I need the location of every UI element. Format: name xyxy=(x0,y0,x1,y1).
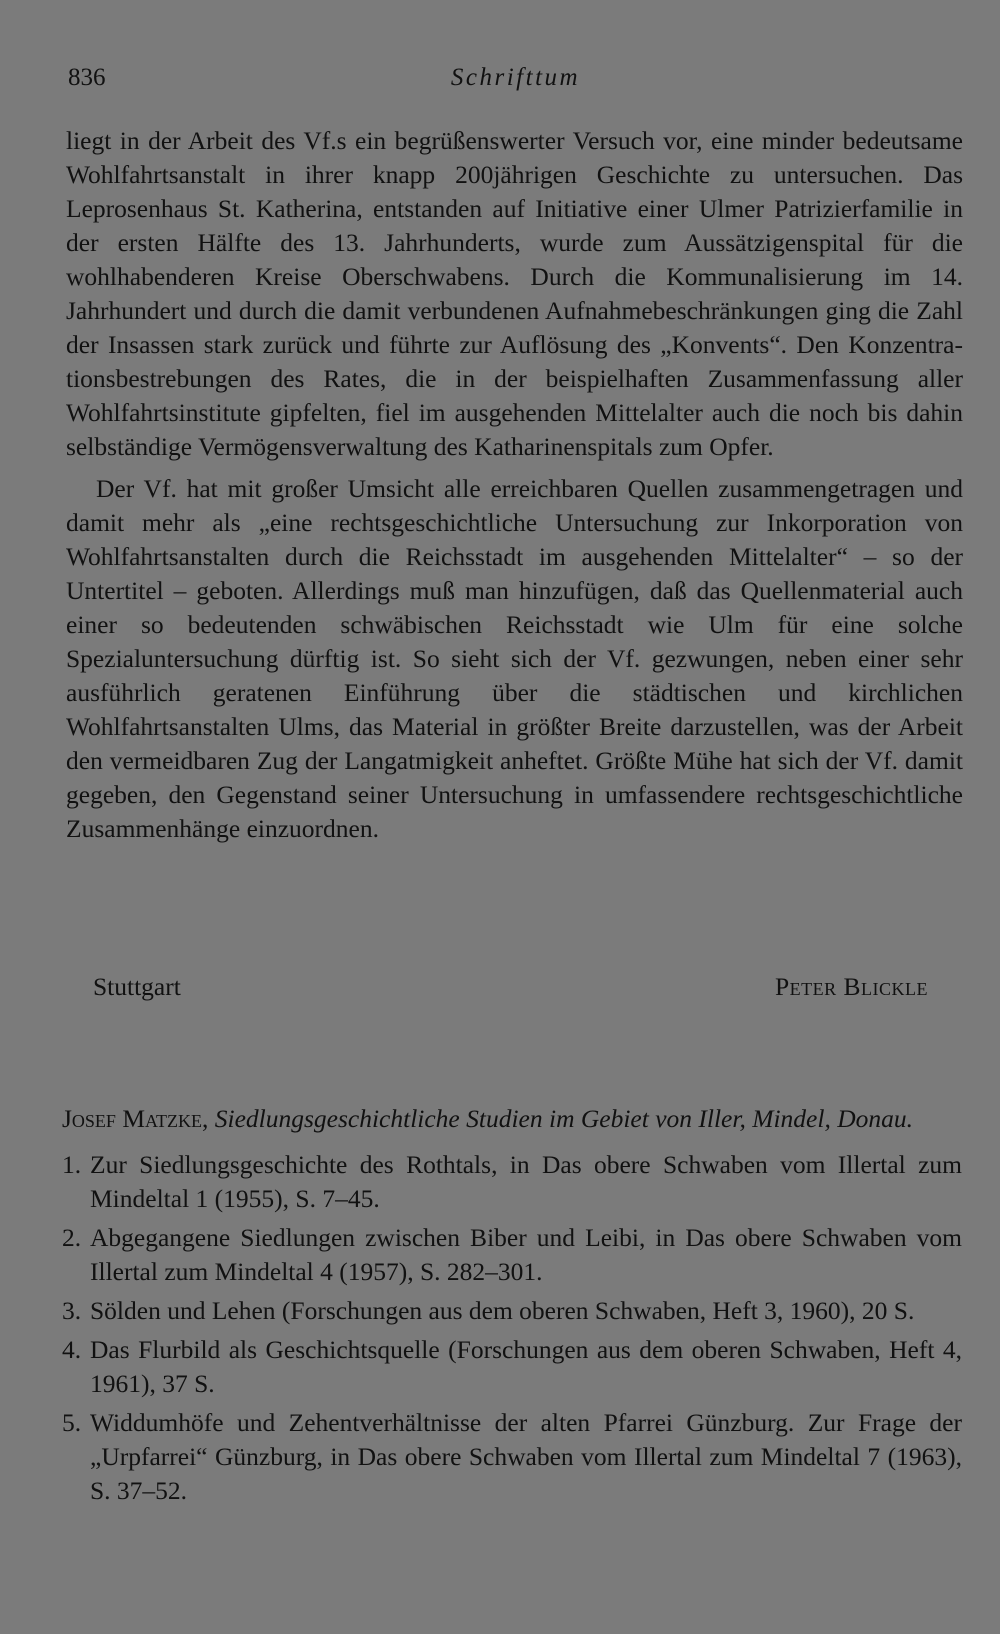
entry-author: Josef Matzke xyxy=(62,1104,202,1133)
running-title: Schrifttum xyxy=(450,64,581,91)
item-number: 4. xyxy=(62,1335,82,1364)
item-text: Sölden und Lehen (Forschungen aus dem oberen Schwaben, Heft 3, 1960), 20 S. xyxy=(90,1296,915,1325)
signature-author: Peter Blickle xyxy=(774,972,928,1001)
item-text: Zur Siedlungsgeschichte des Rothtals, in Das obere Schwaben vom Illertal zum Mindeltal 1 (1955), S. 7–45. xyxy=(90,1150,962,1213)
entry-item-list xyxy=(62,1148,962,1508)
list-item xyxy=(62,1148,962,1216)
signature-place: Stuttgart xyxy=(93,972,181,1001)
review-paragraph: liegt in der Arbeit des Vf.s ein begrüßenswerter Versuch vor, eine minder bedeutsame Wohlfahrtsanstalt in ihrer knapp 200jährigen Geschichte zu untersuchen. Das Leprosenhaus St. Katherina, entstanden auf Initiative einer Ulmer Patrizierfamilie in der ersten Hälfte des 13. Jahrhunderts, wurde zum Aussätzigenspital für die wohlhabenderen Kreise Oberschwabens. Durch die Kommunalisierung im 14. Jahrhundert und durch die damit verbundenen Aufnahmebeschränkungen ging die Zahl der Insassen stark zurück und führte zur Auflösung des „Konvents“. Den Konzentrationsbestrebungen des Rates, die in der beispielhaften Zusammenfassung aller Wohlfahrtsinstitute gipfelten, fiel im ausgehenden Mittelalter auch die noch bis dahin selbständige Vermögensverwaltung des Katharinenspitals zum Opfer. xyxy=(66,126,963,461)
item-number: 3. xyxy=(62,1296,82,1325)
entry-title: Siedlungsgeschichtliche Studien im Gebiet von Iller, Mindel, Donau. xyxy=(214,1104,913,1133)
list-item xyxy=(62,1221,962,1289)
review-text xyxy=(66,124,963,846)
page-number: 836 xyxy=(68,64,106,91)
review-paragraph: Der Vf. hat mit großer Umsicht alle erreichbaren Quellen zusammengetragen und damit mehr als „eine rechtsgeschichtliche Untersuchung zur Inkorporation von Wohlfahrtsanstalten durch die Reichsstadt im ausgehenden Mittelalter“ – so der Untertitel – geboten. Allerdings muß man hinzufügen, daß das Quellenmaterial auch einer so bedeutenden schwäbischen Reichsstadt wie Ulm für eine solche Spezialuntersuchung dürftig ist. So sieht sich der Vf. gezwungen, neben einer sehr ausführlich geratenen Einführung über die städtischen und kirchlichen Wohlfahrtsanstalten Ulms, das Material in größter Breite darzustellen, was der Arbeit den vermeidbaren Zug der Langatmigkeit anheftet. Größte Mühe hat sich der Vf. damit gegeben, den Gegenstand seiner Untersuchung in umfassendere rechtsgeschichtliche Zusammenhänge einzuordnen. xyxy=(66,474,963,843)
item-text: Widdumhöfe und Zehentverhältnisse der alten Pfarrei Günzburg. Zur Frage der „Urpfarrei“ Günzburg, in Das obere Schwaben vom Illertal zum Mindeltal 7 (1963), S. 37–52. xyxy=(90,1408,962,1505)
entry-heading xyxy=(62,1102,962,1136)
item-text: Das Flurbild als Geschichtsquelle (Forschungen aus dem oberen Schwaben, Heft 4, 1961), 37 S. xyxy=(90,1335,962,1398)
bibliography-entry xyxy=(62,1102,962,1513)
item-number: 5. xyxy=(62,1408,82,1437)
entry-separator: , xyxy=(201,1104,215,1133)
list-item xyxy=(62,1294,962,1328)
item-number: 1. xyxy=(62,1150,82,1179)
list-item xyxy=(62,1406,962,1508)
page-header xyxy=(68,64,963,104)
item-number: 2. xyxy=(62,1223,82,1252)
item-text: Abgegangene Siedlungen zwischen Biber und Leibi, in Das obere Schwaben vom Illertal zum Mindeltal 4 (1957), S. 282–301. xyxy=(90,1223,962,1286)
review-signature xyxy=(93,972,928,1008)
list-item xyxy=(62,1333,962,1401)
